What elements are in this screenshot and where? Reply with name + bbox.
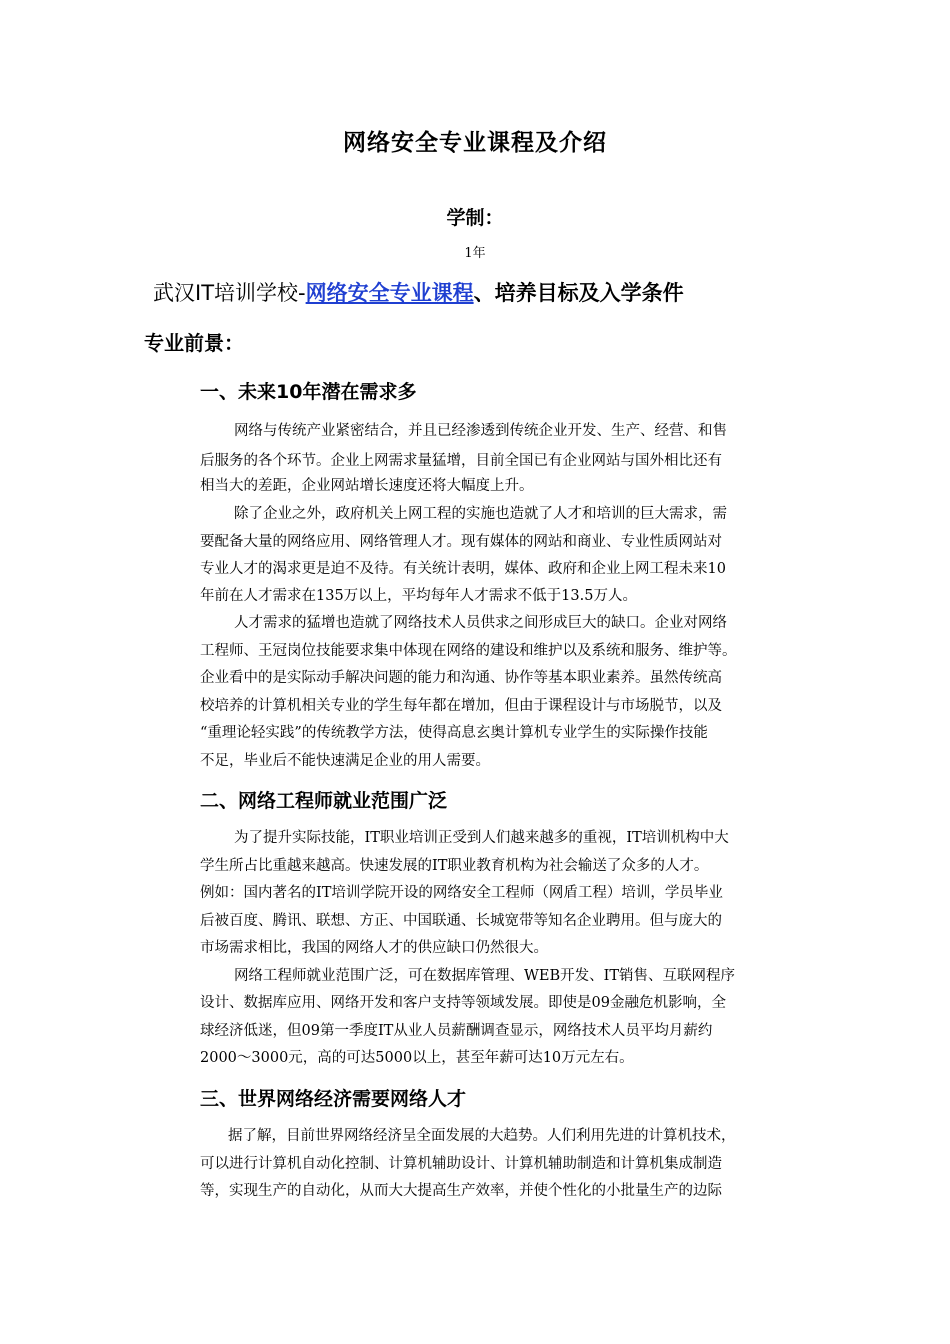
paragraph-line: 据了解，目前世界网络经济呈全面发展的大趋势。人们利用先进的计算机技术， [228, 1128, 736, 1144]
subtitle-prefix: 武汉IT培训学校- [153, 281, 306, 305]
paragraph-line: 校培养的计算机相关专业的学生每年都在增加，但由于课程设计与市场脱节，以及 [200, 698, 722, 714]
paragraph-line: “重理论轻实践”的传统教学方法，使得高息玄奥计算机专业学生的实际操作技能 [200, 725, 708, 741]
paragraph-line: 相当大的差距，企业网站增长速度还将大幅度上升。 [200, 478, 534, 494]
paragraph-line: 要配备大量的网络应用、网络管理人才。现有媒体的网站和商业、专业性质网站对 [200, 534, 722, 550]
section-3-heading: 三、世界网络经济需要网络人才 [200, 1088, 467, 1110]
paragraph-line: 年前在人才需求在135万以上，平均每年人才需求不低于13.5万人。 [200, 588, 637, 604]
paragraph-line: 网络工程师就业范围广泛，可在数据库管理、WEB开发、IT销售、互联网程序 [234, 968, 736, 984]
duration-value: 1年 [464, 246, 486, 261]
paragraph-line: 不足，毕业后不能快速满足企业的用人需要。 [200, 753, 490, 769]
paragraph-line: 设计、数据库应用、网络开发和客户支持等领域发展。即使是09金融危机影响，全 [200, 995, 726, 1011]
duration-label: 学制： [446, 207, 504, 229]
paragraph-line: 工程师、王冠岗位技能要求集中体现在网络的建设和维护以及系统和服务、维护等。 [200, 643, 737, 659]
section-2-heading: 二、网络工程师就业范围广泛 [200, 790, 448, 812]
paragraph-line: 网络与传统产业紧密结合，并且已经渗透到传统企业开发、生产、经营、和售 [234, 423, 727, 439]
paragraph-line: 2000～3000元，高的可达5000以上，甚至年薪可达10万元左右。 [200, 1050, 634, 1066]
paragraph-line: 企业看中的是实际动手解决问题的能力和沟通、协作等基本职业素养。虽然传统高 [200, 670, 722, 686]
paragraph-line: 后被百度、腾讯、联想、方正、中国联通、长城宽带等知名企业聘用。但与庞大的 [200, 913, 722, 929]
paragraph-line: 可以进行计算机自动化控制、计算机辅助设计、计算机辅助制造和计算机集成制造 [200, 1156, 722, 1172]
paragraph-line: 后服务的各个环节。企业上网需求量猛增，目前全国已有企业网站与国外相比还有 [200, 453, 722, 469]
course-link[interactable]: 网络安全专业课程 [305, 281, 474, 305]
paragraph-line: 专业人才的渴求更是迫不及待。有关统计表明，媒体、政府和企业上网工程未来10 [200, 561, 726, 577]
subtitle-suffix: 、培养目标及入学条件 [473, 281, 684, 305]
paragraph-line: 球经济低迷，但09第一季度IT从业人员薪酬调查显示，网络技术人员平均月薪约 [200, 1023, 713, 1039]
section-1-heading: 一、未来10年潜在需求多 [200, 381, 417, 403]
paragraph-line: 等，实现生产的自动化，从而大大提高生产效率，并使个性化的小批量生产的边际 [200, 1183, 722, 1199]
paragraph-line: 市场需求相比，我国的网络人才的供应缺口仍然很大。 [200, 940, 548, 956]
paragraph-line: 人才需求的猛增也造就了网络技术人员供求之间形成巨大的缺口。企业对网络 [234, 615, 727, 631]
paragraph-line: 例如：国内著名的IT培训学院开设的网络安全工程师（网盾工程）培训，学员毕业 [200, 885, 723, 901]
paragraph-line: 为了提升实际技能，IT职业培训正受到人们越来越多的重视，IT培训机构中大 [234, 830, 729, 846]
paragraph-line: 学生所占比重越来越高。快速发展的IT职业教育机构为社会输送了众多的人才。 [200, 858, 709, 874]
section-label-prospects: 专业前景： [144, 331, 244, 355]
subtitle [153, 277, 684, 307]
document-title: 网络安全专业课程及介绍 [343, 130, 607, 156]
paragraph-line: 除了企业之外，政府机关上网工程的实施也造就了人才和培训的巨大需求，需 [234, 506, 727, 522]
